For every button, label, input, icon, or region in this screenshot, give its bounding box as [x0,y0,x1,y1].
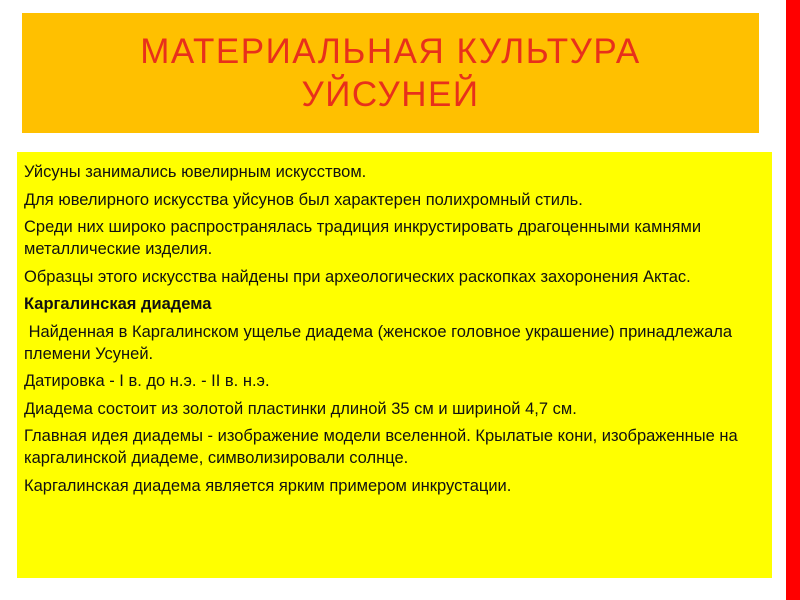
title-box [22,13,759,133]
slide-title: МАТЕРИАЛЬНАЯ КУЛЬТУРА УЙСУНЕЙ [140,32,641,114]
content-box [17,152,772,578]
paragraph-9: Главная идея диадемы - изображение модели вселенной. Крылатые кони, изображенные на каргалинской диадеме, символизировали солнце. [24,427,738,467]
paragraph-8: Диадема состоит из золотой пластинки длиной 35 см и шириной 4,7 см. [24,399,577,418]
paragraph-3: Среди них широко распространялась традиция инкрустировать драгоценными камнями металлические изделия. [24,218,702,258]
accent-bar [786,0,800,600]
paragraph-7: Датировка - I в. до н.э. - II в. н.э. [24,372,270,390]
paragraph-10: Каргалинская диадема является ярким примером инкрустации. [24,476,512,495]
paragraph-6: Найденная в Каргалинском ущелье диадема (женское головное украшение) принадлежала племени Усуней. [24,322,737,363]
paragraph-2: Для ювелирного искусства уйсунов был характерен полихромный стиль. [24,190,583,209]
paragraph-4: Образцы этого искусства найдены при археологических раскопках захоронения Актас. [24,267,691,286]
paragraph-1: Уйсуны занимались ювелирным искусством. [24,163,367,181]
section-heading: Каргалинская диадема [24,295,212,313]
